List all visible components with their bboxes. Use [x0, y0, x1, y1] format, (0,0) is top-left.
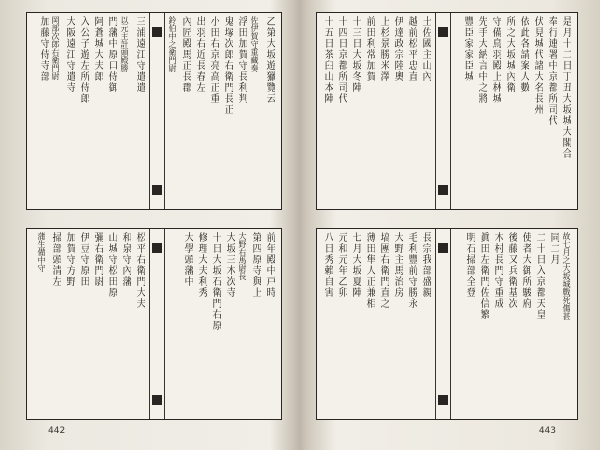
- text-column: 上杉景勝米澤: [378, 16, 389, 82]
- fold-mark-bottom: [152, 185, 162, 195]
- text-column: 明石掃部全登: [464, 232, 475, 298]
- text-column: 是月十二日丁丑大坂城大閣合: [560, 16, 571, 159]
- text-column: 掃部頭清左: [50, 232, 61, 287]
- right-page: [308, 8, 584, 440]
- text-column: 守備鳥羽殿上林城: [490, 16, 501, 104]
- text-column: 鈴伯中之衛門尉: [168, 16, 177, 72]
- text-column: 長宗我部盛親: [420, 232, 431, 298]
- fold-mark-top: [152, 27, 162, 37]
- page-number-left: 442: [48, 426, 66, 436]
- text-column: 內匠殿馬正長郡: [180, 16, 191, 93]
- text-column: 眞田左衛門佐信繁: [478, 232, 489, 320]
- text-column: 加賀守方野: [64, 232, 75, 287]
- text-column: 入公子遊左所侍郎: [78, 16, 89, 104]
- text-column: 後藤又兵衛基次: [506, 232, 517, 309]
- fold-mark-top: [152, 243, 162, 253]
- text-column: 岡部次郎右衛門尉: [51, 16, 60, 80]
- text-column: 豐臣家家臣城: [462, 16, 473, 82]
- text-column: 十五日茶臼山本陣: [322, 16, 333, 104]
- text-column: 元和元年乙卯: [336, 232, 347, 298]
- text-column: 伊豆守原田: [78, 232, 89, 287]
- text-column: 毛利豐前守勝永: [406, 232, 417, 309]
- text-column: 以元主計頭殿勝: [120, 16, 129, 72]
- text-column: 大阪遠江守遣寺: [64, 16, 75, 93]
- text-column: 大坂三木次寺: [224, 232, 235, 298]
- text-column: 故七月之大坂城戰死傷甚: [562, 232, 571, 320]
- text-column: 同二月: [548, 232, 559, 265]
- text-column: 和泉守內藩: [120, 232, 131, 287]
- text-column: 八日秀賴自害: [322, 232, 333, 298]
- text-column: 前年殿中戸時: [264, 232, 275, 298]
- text-column: 越前松平忠直: [406, 16, 417, 82]
- page-number-right: 443: [538, 426, 556, 436]
- text-column: 松平右衛門大夫: [134, 232, 145, 309]
- text-column: 先手大納言中之將: [476, 16, 487, 104]
- text-column: 加藤守侍寺部: [38, 16, 49, 82]
- text-column: 塙團右衛門直之: [378, 232, 389, 309]
- text-column: 所之大坂城內衛: [504, 16, 515, 93]
- text-column: 依此各請案人數: [518, 16, 529, 93]
- text-column: 使者大御所駿府: [520, 232, 531, 309]
- text-column: 十三日大坂冬陣: [350, 16, 361, 93]
- right-bottom-text-block: [316, 228, 578, 420]
- text-column: 木村長門守重成: [492, 232, 503, 309]
- text-column: 薄田隼人正兼相: [364, 232, 375, 309]
- text-column: 小田右京亮高正重: [208, 16, 219, 104]
- fold-center-column: [149, 13, 165, 209]
- text-column: 大學頭藩中: [182, 232, 193, 287]
- text-column: 大野主馬治房: [392, 232, 403, 298]
- text-column: 三浦遠江守遣遣: [134, 16, 145, 93]
- text-column: 前田利常加賀: [364, 16, 375, 82]
- text-column: 伊達政宗陸奧: [392, 16, 403, 82]
- right-top-text-block: [316, 12, 578, 210]
- fold-center-column: [435, 13, 451, 209]
- fold-mark-top: [438, 243, 448, 253]
- text-column: 奉行連署中京都所司代: [546, 16, 557, 126]
- text-column: 十四日京都所司代: [336, 16, 347, 104]
- left-page: [18, 8, 288, 440]
- fold-mark-top: [438, 27, 448, 37]
- text-column: 土佐國主山內: [420, 16, 431, 82]
- text-column: 七月大坂夏陣: [350, 232, 361, 298]
- text-column: 山城守松田原: [106, 232, 117, 298]
- text-column: 彌右衛門尉: [92, 232, 103, 287]
- text-column: 蒲生備中守: [37, 232, 46, 272]
- fold-center-column: [435, 229, 451, 419]
- text-column: 出羽右近長春左: [194, 16, 205, 93]
- text-column: 大野右馬尉長: [238, 232, 247, 280]
- text-column: 伏見城代諸大名長州: [532, 16, 543, 115]
- text-column: 乙第大坂遊獵覽云: [264, 16, 275, 104]
- text-column: 鬼塚次郎右衛門長正: [222, 16, 233, 115]
- text-column: 十日大坂石衛門右原: [210, 232, 221, 331]
- text-column: 阿蒼城大夫郎: [92, 16, 103, 82]
- fold-mark-bottom: [438, 185, 448, 195]
- fold-mark-bottom: [438, 395, 448, 405]
- left-top-text-block: [26, 12, 282, 210]
- text-column: 浮田加賀守長利判: [236, 16, 247, 104]
- text-column: 修理大夫利秀: [196, 232, 207, 298]
- text-column: 二十日入京都天皇: [534, 232, 545, 320]
- left-bottom-text-block: [26, 228, 282, 420]
- text-column: 佐伊賀守重藏奏: [250, 16, 259, 72]
- fold-center-column: [149, 229, 165, 419]
- fold-mark-bottom: [152, 395, 162, 405]
- text-column: 門藩中原口侍御: [106, 16, 117, 93]
- text-column: 第四原寺與上: [250, 232, 261, 298]
